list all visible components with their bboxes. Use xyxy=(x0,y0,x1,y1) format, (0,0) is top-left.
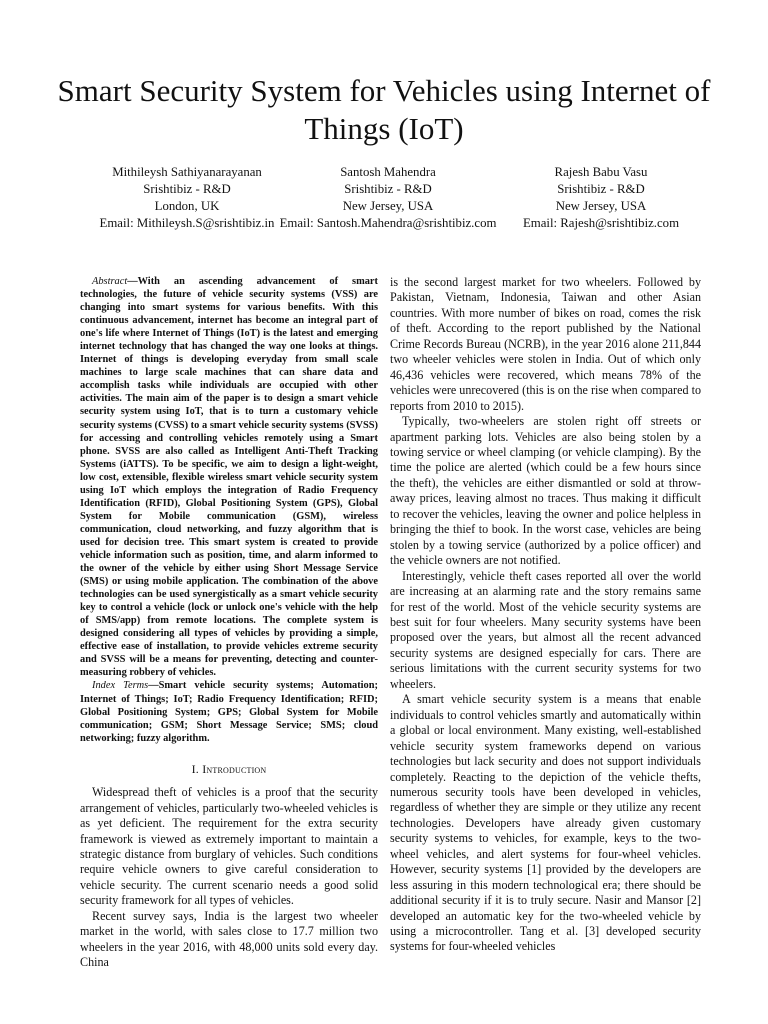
body-paragraph: Typically, two-wheelers are stolen right off streets or apartment parking lots. Vehicles are also being stolen by a towing service or wheel clamping (or vehicle clamping). By the time the police are alerted (which could be a few hours since the theft), the vehicles are either dismantled or sold at throw-away prices, leaving almost no traces. Thus making it difficult to recover the vehicles, leaving the owner and police helpless in bringing the thief to book. In the worst case, vehicles are being stolen by a towing service (authorized by a police officer) and the vehicle owners are not notified. xyxy=(390,414,701,568)
paper-title: Smart Security System for Vehicles using Internet of Things (IoT) xyxy=(57,73,711,146)
author-org: Srishtibiz - R&D xyxy=(143,182,231,196)
abstract-text: —With an ascending advancement of smart technologies, the future of vehicle security systems (VSS) are changing into smart systems for various benefits. With this continuous advancement, internet has become an integral part of one's life where Internet of Things (IoT) is the latest and emerging internet technology that has changed the way one looks at things. Internet of things is developing everyday from small scale machines to large scale machines that can share data and accomplish tasks while individuals are occupied with other activities. The main aim of the paper is to design a smart vehicle security system using IoT, that is to turn a customary vehicle security systems (CVSS) to a smart vehicle security systems (SVSS) for accessing and controlling vehicles remotely using a Smart phone. SVSS are also called as Intelligent Anti-Theft Tracking Systems (iATTS). To be specific, we aim to design a light-weight, low cost, extensible, flexible wireless smart vehicle security system using IoT which employs the integration of Radio Frequency Identification (RFID), Global Positioning System (GPS), Global System for Mobile communication (GSM), wireless communication, cloud networking, and fuzzy algorithm that is used for decision tree. This smart system is created to provide vehicle information such as position, time, and alarm informed to the owner of the vehicle by either using Short Message Service (SMS) or using mobile application. The combination of the above technologies can be used synergistically as a smart vehicle security key to control a vehicle (lock or unlock one's vehicle with the help of SMS/app) from remote locations. The complete system is designed considering all types of vehicles by providing a simple, effective ease of installation, to provide vehicles extreme security and SVSS will be a means for preventing, detecting and counter-measuring robbery of vehicles. xyxy=(80,276,378,679)
right-column xyxy=(390,275,701,955)
author-block-3 xyxy=(496,164,706,232)
author-name: Rajesh Babu Vasu xyxy=(554,165,648,179)
author-name: Santosh Mahendra xyxy=(340,165,436,179)
author-org: Srishtibiz - R&D xyxy=(557,182,645,196)
index-terms-text: —Smart vehicle security systems; Automation; Internet of Things; IoT; Radio Frequency Identification; RFID; Global Positioning System; GPS; Global System for Mobile communication; GSM; Short Message Service; SMS; cloud networking; fuzzy algorithm. xyxy=(80,680,378,744)
index-terms xyxy=(80,679,378,744)
section-title: Introduction xyxy=(202,761,267,776)
author-block-2 xyxy=(270,164,506,232)
author-location: New Jersey, USA xyxy=(555,199,647,213)
abstract-label: Abstract xyxy=(92,276,128,287)
author-location: New Jersey, USA xyxy=(342,199,434,213)
author-email: Email: Rajesh@srishtibiz.com xyxy=(522,216,680,230)
author-email: Email: Mithileysh.S@srishtibiz.in xyxy=(99,216,275,230)
author-location: London, UK xyxy=(154,199,220,213)
body-paragraph: Recent survey says, India is the largest two wheeler market in the world, with sales close to 17.7 million two wheelers in the year 2016, with 48,000 units sold every day. China xyxy=(80,908,378,970)
author-email: Email: Santosh.Mahendra@srishtibiz.com xyxy=(279,216,497,230)
section-number: I. xyxy=(191,761,200,776)
body-paragraph: Widespread theft of vehicles is a proof that the security arrangement of vehicles, particularly two-wheeled vehicles is as yet deficient. The requirement for the extra security framework is viewed as extremely important to maintain a strategic distance from burglary of vehicles. Such conditions require vehicle owners to give careful consideration to vehicle security. The current scenario needs a good solid security framework for all types of vehicles. xyxy=(80,785,378,908)
author-name: Mithileysh Sathiyanarayanan xyxy=(112,165,262,179)
body-paragraph: A smart vehicle security system is a means that enable individuals to control vehicles smartly and automatically within a global or local environment. Many existing, well-established vehicle security system frameworks depend on various technologies but lack security and does not support individuals completely. Reacting to the depiction of the vehicle thefts, numerous security tools have been developed in vehicles, regardless of whether they are simple or they utilize any recent technologies. Developers have already given customary security systems to vehicles, for example, keys to the two-wheel vehicles, and alert systems for four-wheel vehicles. However, security systems [1] provided by the developers are less assuring in this modern technological era; there should be additional security if it is to truly secure. Nasir and Mansor [2] developed an automatic key for the two-wheeled vehicle by using a microcontroller. Tang et al. [3] developed security systems for four-wheeled vehicles xyxy=(390,692,701,954)
body-paragraph: is the second largest market for two wheelers. Followed by Pakistan, Vietnam, Indonesia, Taiwan and other Asian countries. With more number of bikes on road, comes the risk of theft. According to the report published by the National Crime Records Bureau (NCRB), in the year 2016 alone 211,844 two wheeler vehicles were stolen in India. Out of which only 46,436 vehicles were recovered, which means 78% of the vehicles were unrecovered (this is on the rise when compared to reports from 2010 to 2015). xyxy=(390,275,701,413)
index-terms-label: Index Terms xyxy=(92,680,149,692)
body-paragraph: Interestingly, vehicle theft cases reported all over the world are increasing at an alarming rate and the story remains same for rest of the world. Most of the vehicle security systems are best suit for four wheelers. Many security systems have been proposed over the years, but almost all the recent advanced security systems are designed especially for cars. There are serious limitations with the current security systems for two wheelers. xyxy=(390,568,701,691)
author-org: Srishtibiz - R&D xyxy=(344,182,432,196)
left-column xyxy=(80,275,378,971)
abstract xyxy=(80,275,378,679)
section-heading xyxy=(80,762,378,777)
author-block-1 xyxy=(72,164,302,232)
